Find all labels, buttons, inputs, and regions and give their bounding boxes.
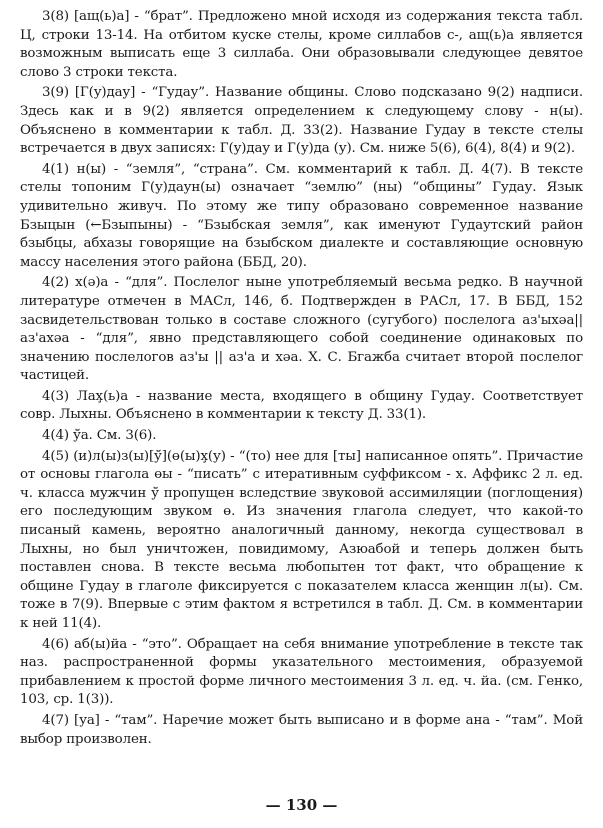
entry-4-6: 4(6) аб(ы)йа - “это”. Обращает на себя внимание употребление в тексте так наз. распространенной формы указательного местоимения, образуемой прибавлением к простой форме личного местоимения 3 л. ед. ч. йа. (см. Генко, 103, ср. 1(3)).	[20, 636, 583, 708]
entry-4-3: 4(3) Лах̧(ь)а - название места, входящего в общину Гудау. Соответствует совр. Лыхны. Объяснено в комментарии к тексту Д. 33(1).	[20, 388, 583, 423]
entry-3-9: 3(9) [Г(у)дау] - “Гудау”. Название общины. Слово подсказано 9(2) надписи. Здесь как и в 9(2) является определением к следующему слову - н(ы). Объяснено в комментарии к табл. Д. 33(2). Название Гудау в тексте стелы встречается в двух записях: Г(у)дау и Г(у)да (у). См. ниже 5(6), 6(4), 8(4) и 9(2).	[20, 85, 583, 157]
entry-4-5: 4(5) (и)л(ы)з(ы)[ў̆](ө(ы)х̧(у) - “(то) нее для [ты] написанное опять”. Причастие от основы глагола өы - “писать” с итеративным суффиксом - х. Аффикс 2 л. ед. ч. класса мужчин ў̆ пропущен вследствие звуковой ассимиляции (поглощения) его последующим звуком ө. Из значения глагола следует, что какой-то писаный камень, вероятно аналогичный данному, некогда существовал в Лыхны, но был уничтожен, повидимому, Азюабой и теперь должен быть поставлен снова. В тексте весьма любопытен тот факт, что обращение к общине Гудау в глаголе фиксируется с показателем класса женщин л(ы). См. тоже в 7(9). Впервые с этим фактом я встретился в табл. Д. См. в комментарии к нeй 11(4).	[20, 448, 583, 631]
entry-4-7: 4(7) [уа] - “там”. Наречие может быть выписано и в форме ана - “там”. Мой выбор произволен.	[20, 712, 583, 747]
entry-4-1: 4(1) н(ы) - “земля”, “страна”. См. комментарий к табл. Д. 4(7). В тексте стелы топоним Г(у)даун(ы) означает “землю” (ны) “общины” Гудау. Язык удивительно живуч. По этому же типу образовано современное название Бзыцын (←Бзыпыны) - “Бзыбская земля”, как именуют Гудаутский район бзыбцы, абхазы говорящие на бзыбском диалекте и составляющие основную массу населения этого района (ББД, 20).	[20, 161, 583, 270]
entry-4-4: 4(4) ў̆а. См. 3(6).	[42, 428, 157, 444]
entry-4-2: 4(2) х(ә)а - “для”. Послелог ныне употребляемый весьма редко. В научной литературе отмечен в МАСл, 146, б. Подтвержден в РАСл, 17. В ББД, 152 засвидетельствован только в составе сложного (сугубого) послелога аз'ыхәа||аз'ахәа - “для”, явно представляющего собой соединение одинаковых по значению послелогов аз'ы || аз'а и хәа. Х. С. Бгажба считает второй послелог частицей.	[20, 275, 583, 384]
entry-3-8: 3(8) [ащ(ь)а] - “брат”. Предложено мной исходя из содержания текста табл. Ц, строки 13-14. На отбитом куске стелы, кроме силлабов с-, ащ(ь)а является возможным выписать еще 3 силлаба. Они образовывали следующее девятое слово 3 строки текста.	[20, 9, 583, 80]
page-number: — 130 —	[265, 796, 338, 814]
